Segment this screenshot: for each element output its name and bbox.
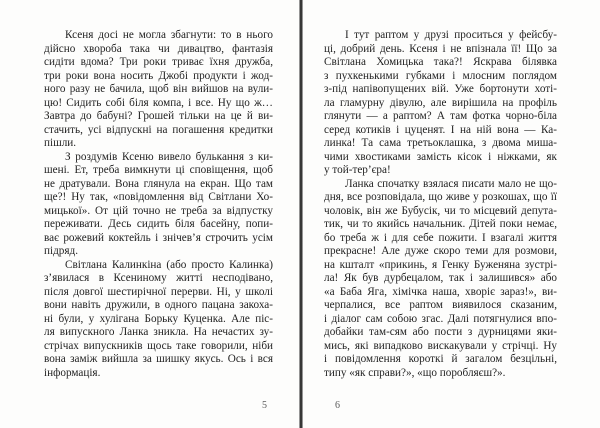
text-line: Світлана Хомицька така?! Яскрава білявка (324, 56, 557, 68)
text-line: не дратували. Вона глянула на екран. Що там (44, 177, 273, 190)
text-line: Світлана Калинкіна (або просто Калинка) (65, 258, 273, 271)
text-line: бо треба ж і для себе пожити. І взагалі життя (324, 231, 557, 244)
text-line: ла гламурну дівулю, але вирішила на профіль (324, 96, 557, 109)
text-line: шені. Ет, треба вимкнути ці сповіщення, щоб (44, 164, 273, 176)
text-line: після довгої шестирічної перерви. Ні, у школі (44, 285, 273, 298)
text-line: ці, добрий день. Ксеня і не впізнала її! Що за (324, 42, 557, 55)
text-line: з-під напівопущених вій. Уже бортонути хоті- (324, 83, 557, 95)
text-line: ває рожевий коктейль і знічев’я строчить усім (44, 231, 273, 244)
text-line: вони навіть дружили, в одного пацана закоха- (44, 299, 273, 311)
paragraph (44, 259, 273, 381)
text-line: типу «як справи?», «що поробляєш?». (324, 366, 506, 379)
text-line: переживати. Десь сидить біля басейну, попи- (44, 218, 273, 230)
text-line: вона заміж вийшла за шишку якусь. Ось і вся (44, 353, 273, 365)
page-gutter (299, 0, 303, 428)
text-line: сидіти вдома? Три роки триває їхня дружба, (44, 56, 273, 68)
text-line: прекрасне! Але дуже скоро теми для розмови, (324, 245, 557, 257)
paragraph (324, 178, 557, 381)
text-line: Ксеня досі не могла збагнути: то в нього (65, 29, 273, 41)
text-line: дня, все розповідала, що живе у розкошах, що її (324, 191, 557, 203)
text-line: ля випускного Ланка зникла. На нечастих зу- (44, 326, 273, 338)
text-line: у той-тер’єра! (324, 164, 391, 176)
text-line: черпалися, все раптом виявилося сказаним, (324, 299, 557, 311)
page-left[interactable] (44, 29, 273, 380)
text-line: з пухкенькими губками і млосним поглядом (324, 69, 557, 82)
text-line: цю! Сидить собі біля компа, і все. Ну що ж… (44, 96, 273, 109)
text-line: серед котиків і цуценят. І на ній вона — Ка- (324, 123, 557, 136)
text-line: чоловік, він же Бубусік, чи то місцевий депута- (324, 204, 557, 217)
text-line: на кшталт «прикинь, я Генку Буженяна зустрі- (324, 258, 557, 271)
text-line: стрічах випускників щось таке говорили, ніби (44, 339, 273, 352)
text-line: пішли. (44, 137, 77, 149)
text-line: стачить, усі відпускні на погашення кредитки (44, 123, 273, 136)
text-line: мицької». От цій точно не треба за відпустку (44, 204, 273, 217)
text-line: чими хвостиками замість кісок і ніжками, як (324, 150, 557, 163)
text-line: глянути — а раптом? А там фотка чорно-біла (324, 110, 557, 122)
text-line: Завтра до бабуні? Грошей тільки на це й ви- (44, 110, 273, 122)
text-line: інформація. (44, 366, 101, 379)
text-line: добайки там-сям або пости з дурницями яки- (324, 326, 557, 338)
text-line: і повідомлення короткі й загалом безцільні, (324, 353, 557, 365)
text-line: Ланка спочатку взялася писати мало не що- (345, 177, 557, 190)
text-line: тик, чи то якийсь начальник. Дітей поки немає, (324, 218, 557, 230)
text-line: з’явилася в Ксениному житті несподівано, (44, 272, 273, 284)
paragraph (44, 29, 273, 151)
text-line: «а Баба Яга, хімічка наша, хворіє зараз!», ви- (324, 285, 557, 298)
paragraph (44, 151, 273, 259)
text-line: мись, які випадково вискакували у стрічці. Ну (324, 339, 557, 352)
text-line: І тут раптом у друзі проситься у фейсбу- (345, 29, 557, 41)
page-number-right: 6 (335, 400, 340, 411)
text-line: дійсно хвороба така чи дивацтво, фантазія (44, 42, 273, 55)
page-right[interactable] (324, 29, 557, 380)
text-line: ного разу не бачила, щоб він вийшов на вули- (44, 83, 273, 95)
text-line: і діалог сам собою згас. Далі потягнулися впо- (324, 312, 557, 325)
text-line: ла! Як був дурбецалом, так і залишився» або (324, 272, 557, 284)
page-number-left: 5 (262, 400, 267, 411)
text-line: підряд. (44, 245, 79, 257)
text-line: З роздумів Ксеню вивело булькання з ки- (65, 150, 273, 163)
text-line: три роки вона носить Джобі продукти і жод- (44, 69, 273, 82)
paragraph (324, 29, 557, 178)
text-line: линка! Та сама третьоклашка, з двома миша- (324, 137, 557, 149)
text-line: ні були, у хулігана Борьку Куценка. Але піс- (44, 312, 273, 325)
text-line: ще?! Ну так, «повідомлення від Світлани Хо- (44, 191, 273, 203)
